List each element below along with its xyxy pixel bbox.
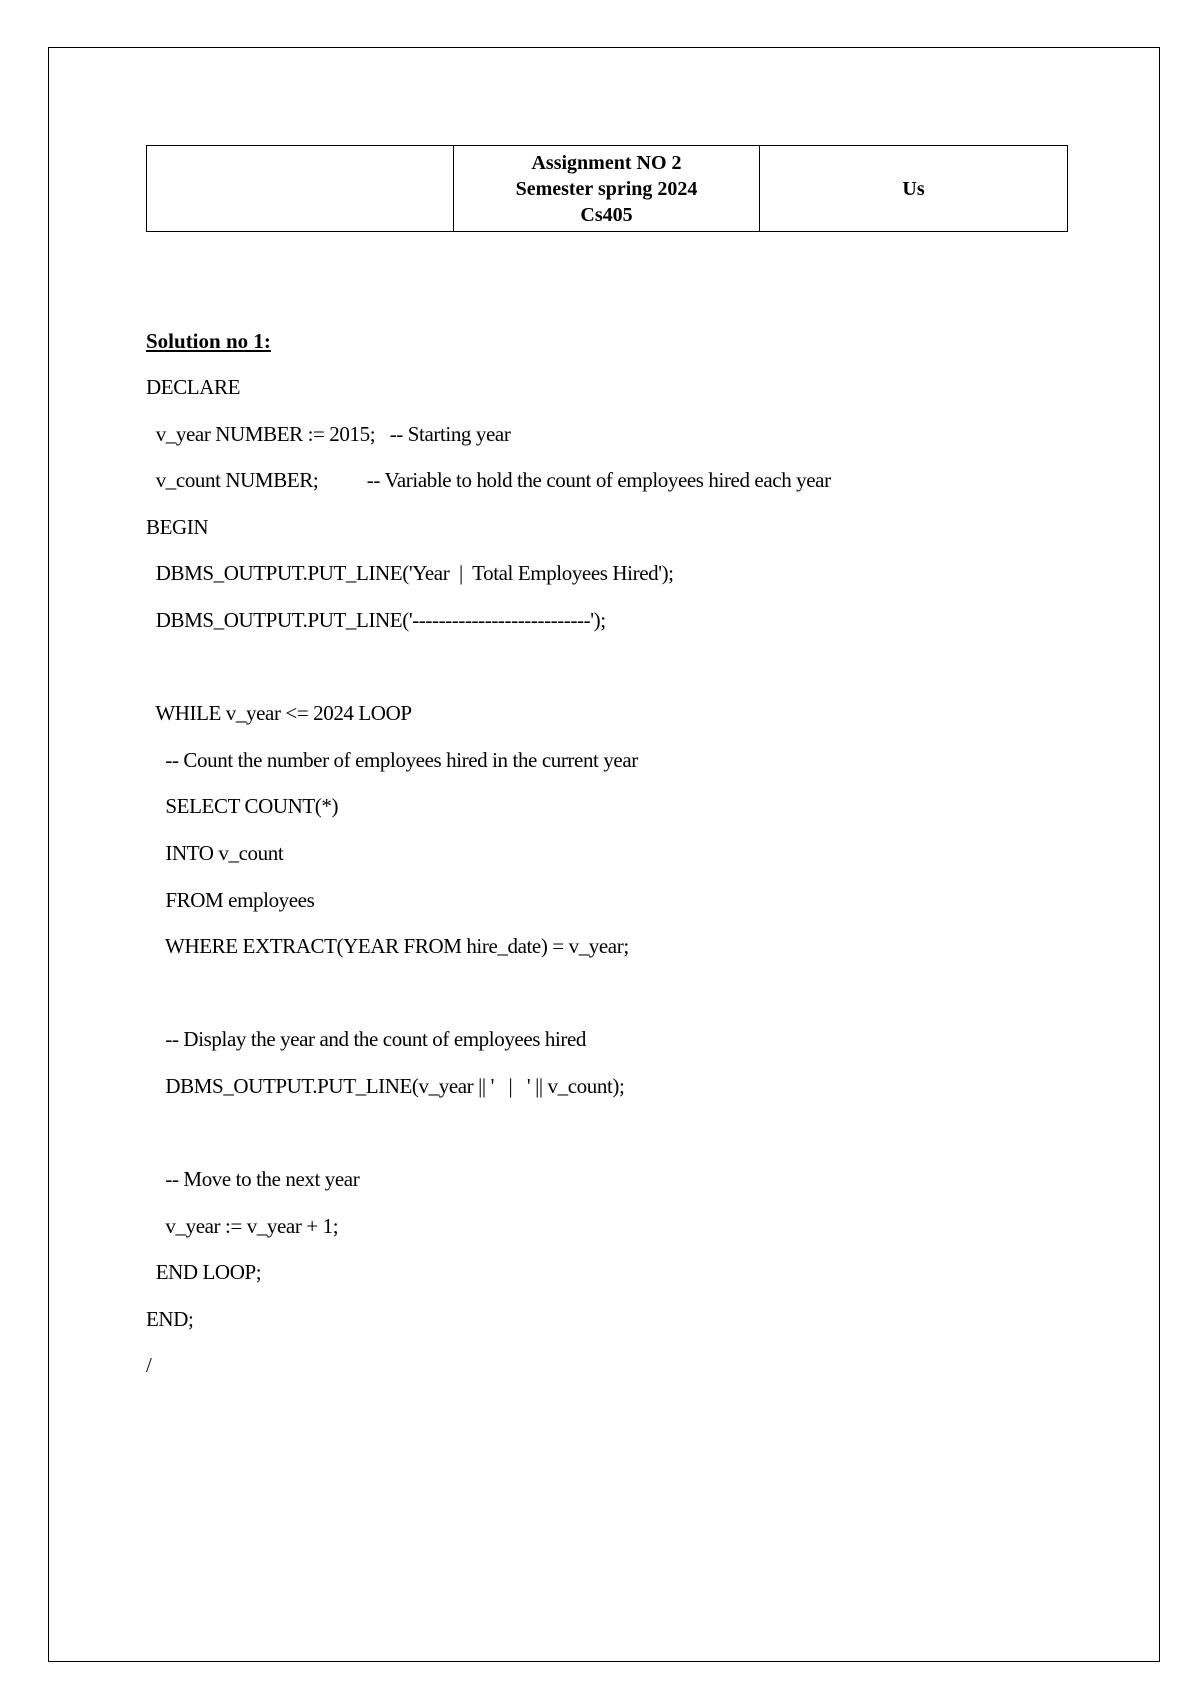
header-row (147, 146, 1068, 232)
header-cell-left (147, 146, 454, 232)
code-line: v_count NUMBER; -- Variable to hold the count of employees hired each year (146, 468, 831, 493)
header-cell-center (454, 146, 760, 232)
code-line: WHERE EXTRACT(YEAR FROM hire_date) = v_year; (146, 934, 629, 959)
code-line (146, 1116, 1046, 1163)
code-line: WHILE v_year <= 2024 LOOP (146, 701, 412, 726)
code-line: END LOOP; (146, 1260, 262, 1285)
code-line: v_year NUMBER := 2015; -- Starting year (146, 421, 511, 446)
assignment-title: Assignment NO 2 (531, 151, 682, 174)
code-line: -- Display the year and the count of employees hired (146, 1027, 587, 1052)
code-line: -- Move to the next year (146, 1167, 360, 1192)
header-table (146, 145, 1068, 232)
code-line (146, 650, 1046, 697)
header-cell-right: Us (760, 146, 1068, 232)
code-line: DECLARE (146, 375, 241, 399)
code-line: SELECT COUNT(*) (146, 794, 339, 819)
code-line: DBMS_OUTPUT.PUT_LINE(v_year || ' | ' || v_count); (146, 1073, 625, 1098)
code-line: BEGIN (146, 514, 209, 539)
code-line: v_year := v_year + 1; (146, 1213, 339, 1238)
code-line: END; (146, 1306, 194, 1331)
course-code: Cs405 (580, 203, 633, 226)
semester-label: Semester spring 2024 (515, 177, 698, 200)
code-line: INTO v_count (146, 840, 284, 865)
code-block (146, 370, 1046, 1395)
code-line: -- Count the number of employees hired in the current year (146, 747, 638, 772)
code-line: FROM employees (146, 887, 315, 912)
code-line (146, 976, 1046, 1023)
code-line: / (146, 1353, 152, 1378)
solution-heading: Solution no 1: (146, 329, 271, 353)
code-line: DBMS_OUTPUT.PUT_LINE('---------------------------'); (146, 607, 606, 632)
code-line: DBMS_OUTPUT.PUT_LINE('Year | Total Employees Hired'); (146, 561, 674, 586)
